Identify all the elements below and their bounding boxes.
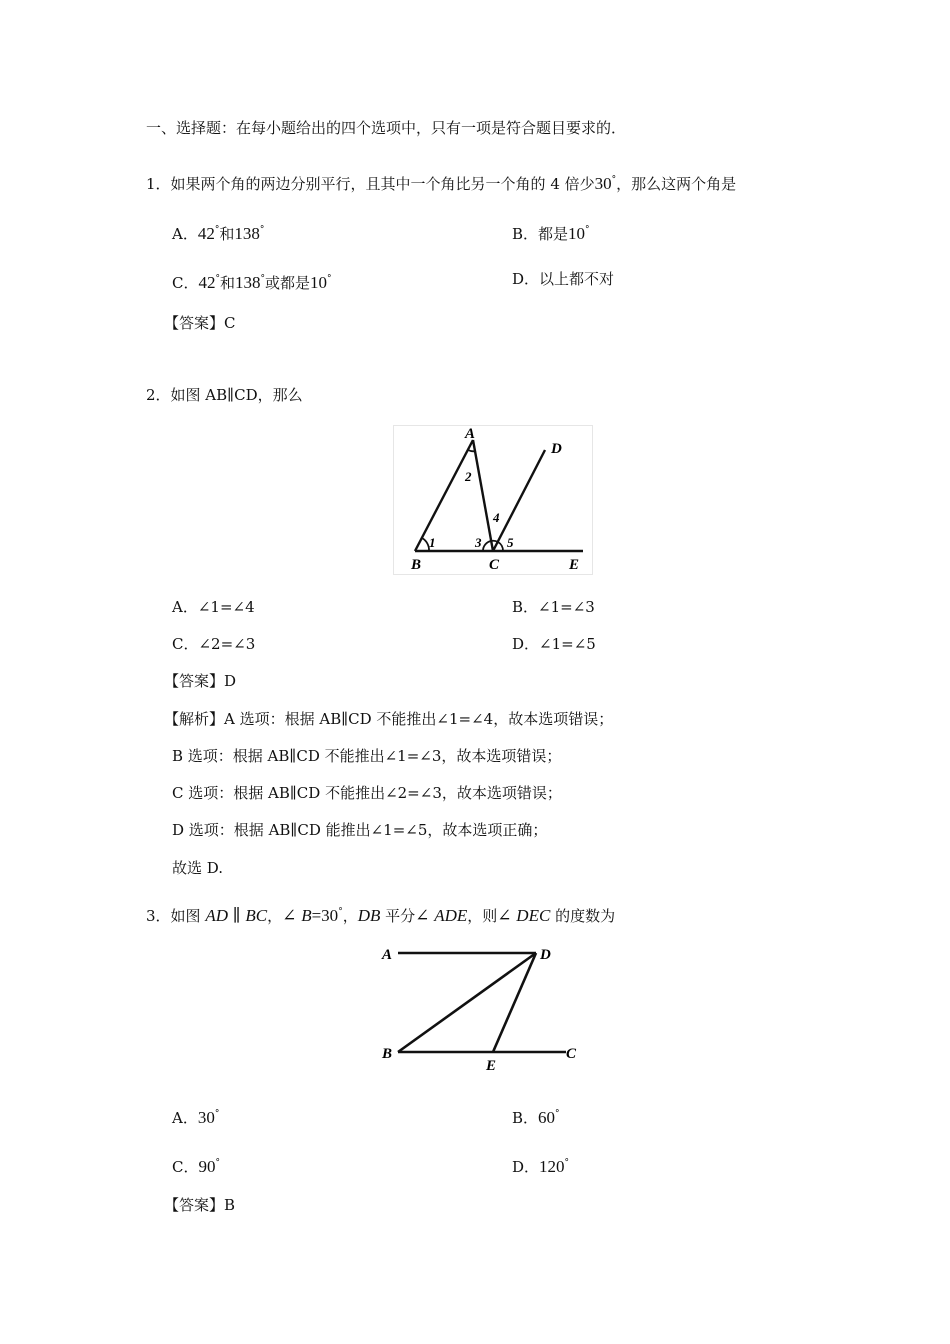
option-number: 30: [197, 1108, 215, 1127]
q2-label-3: 3: [475, 535, 482, 550]
q2-analysis-line: 【解析】A 选项：根据 AB∥CD 不能推出∠1=∠4，故本选项错误；: [164, 710, 614, 728]
q1-stem-num: 30: [594, 174, 612, 193]
q2-label-D: D: [551, 441, 562, 457]
degree-mark: °: [215, 1158, 220, 1168]
option-connector: 和: [219, 225, 235, 243]
q2-label-4: 4: [493, 510, 500, 525]
q3-option-a[interactable]: [172, 1104, 219, 1128]
option-number: 90: [198, 1157, 216, 1176]
q1-stem: [146, 170, 736, 194]
q2-label-5: 5: [507, 535, 514, 550]
q3-stem-prefix: 3．如图: [146, 907, 201, 925]
option-prefix: B．都是: [512, 225, 569, 243]
option-number: 10: [568, 224, 586, 243]
stem-text: 平分: [385, 907, 416, 925]
math-term: ∠: [497, 906, 512, 925]
q3-answer: 【答案】B: [164, 1196, 236, 1214]
q1-answer: 【答案】C: [164, 314, 236, 332]
q2-label-B: B: [411, 557, 422, 573]
q2-analysis-line: B 选项：根据 AB∥CD 不能推出∠1=∠3，故本选项错误；: [172, 747, 562, 765]
q2-option-a[interactable]: A．∠1=∠4: [172, 598, 255, 616]
stem-text: ，则: [467, 907, 498, 925]
option-number: 10: [310, 273, 328, 292]
q2-label-2: 2: [465, 469, 472, 484]
degree-mark: °: [214, 1109, 220, 1119]
math-term: ∠: [282, 906, 297, 925]
option-number: 60: [538, 1108, 556, 1127]
degree-mark: °: [214, 225, 220, 235]
q1-stem-before: 1．如果两个角的两边分别平行，且其中一个角比另一个角的 4 倍少: [146, 175, 595, 193]
q2-label-1: 1: [429, 535, 436, 550]
q2-option-c[interactable]: C．∠2=∠3: [172, 635, 256, 653]
q3-stem: [146, 902, 615, 926]
stem-text: 的度数为: [555, 907, 616, 925]
q3-label-A: A: [382, 947, 393, 963]
q2-label-E: E: [569, 557, 580, 573]
math-term: B: [301, 906, 312, 925]
math-term: ∠: [415, 906, 430, 925]
math-term: DEC: [516, 906, 551, 925]
punctuation: ，: [342, 907, 358, 925]
punctuation: ，: [267, 907, 283, 925]
q2-analysis-line: C 选项：根据 AB∥CD 不能推出∠2=∠3，故本选项错误；: [172, 784, 562, 802]
q3-figure: [378, 940, 590, 1075]
q3-label-C: C: [566, 1046, 577, 1062]
degree-mark: °: [338, 907, 343, 917]
option-prefix: A．: [172, 225, 198, 243]
option-connector: 和: [219, 274, 235, 292]
option-number: 138: [234, 224, 260, 243]
degree-mark: °: [327, 274, 332, 284]
option-prefix: C．: [172, 1158, 199, 1176]
q2-analysis-line: D 选项：根据 AB∥CD 能推出∠1=∠5，故本选项正确；: [172, 821, 548, 839]
q2-label-A: A: [465, 426, 476, 442]
degree-mark: °: [215, 274, 220, 284]
q3-option-c[interactable]: [172, 1153, 220, 1177]
section-heading: 一、选择题：在每小题给出的四个选项中，只有一项是符合题目要求的．: [146, 119, 627, 137]
degree-mark: °: [564, 1158, 570, 1168]
option-prefix: B．: [512, 1109, 539, 1127]
q2-option-d[interactable]: D．∠1=∠5: [512, 635, 596, 653]
degree-mark: °: [555, 1109, 560, 1119]
math-term: AD: [205, 906, 228, 925]
q3-label-D: D: [540, 947, 551, 963]
q1-option-a[interactable]: [172, 220, 264, 244]
math-term: DB: [357, 906, 381, 925]
degree-mark: °: [611, 175, 617, 185]
math-term: ∥: [232, 906, 241, 925]
q2-label-C: C: [489, 557, 500, 573]
math-term: =30: [311, 906, 339, 925]
q1-stem-after: ，那么这两个角是: [616, 175, 737, 193]
option-number: 138: [235, 273, 261, 292]
q2-analysis-line: 故选 D.: [172, 859, 224, 877]
option-number: 120: [539, 1157, 565, 1176]
option-number: 42: [197, 224, 215, 243]
degree-mark: °: [259, 225, 265, 235]
q1-option-b[interactable]: [512, 220, 590, 244]
math-term: ADE: [434, 906, 468, 925]
q2-answer: 【答案】D: [164, 672, 237, 690]
option-prefix: D．: [512, 1158, 540, 1176]
option-connector: 或都是: [265, 274, 311, 292]
q3-option-b[interactable]: [512, 1104, 560, 1128]
option-number: 42: [198, 273, 216, 292]
math-term: BC: [245, 906, 268, 925]
q1-option-c[interactable]: [172, 269, 332, 293]
q1-option-d[interactable]: D．以上都不对: [512, 270, 615, 288]
option-prefix: C．: [172, 274, 199, 292]
q2-stem: 2．如图 AB∥CD，那么: [146, 386, 303, 404]
q3-label-E: E: [486, 1058, 497, 1074]
q2-option-b[interactable]: B．∠1=∠3: [512, 598, 595, 616]
q2-figure: [393, 425, 593, 575]
degree-mark: °: [585, 225, 590, 235]
q3-option-d[interactable]: [512, 1153, 569, 1177]
q3-label-B: B: [382, 1046, 393, 1062]
degree-mark: °: [260, 274, 265, 284]
option-prefix: A．: [172, 1109, 198, 1127]
